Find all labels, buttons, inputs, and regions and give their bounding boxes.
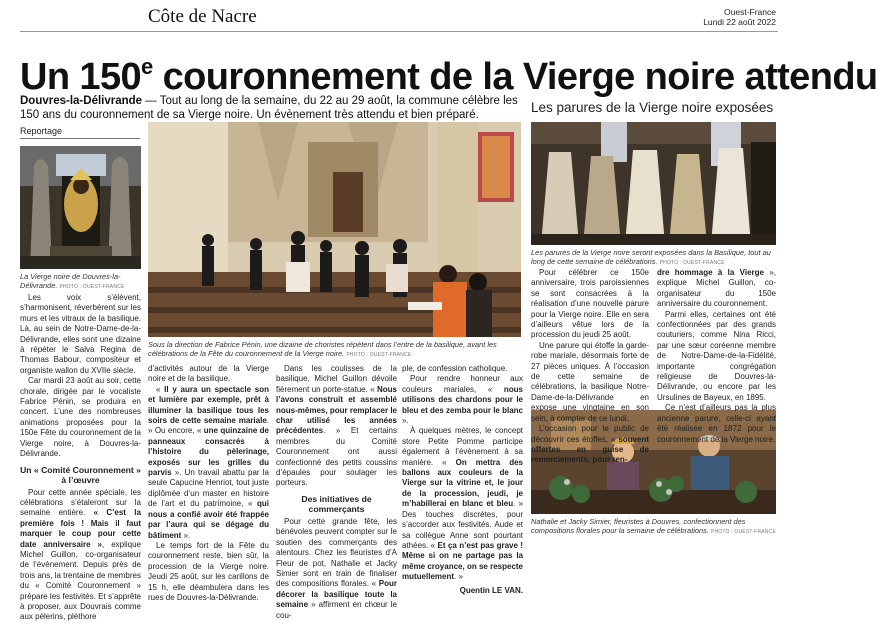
col3-paragraph-2	[276, 517, 397, 621]
col2-p2-mid-2: ». Un travail abattu par la seule Capucine Henriot, tout juste diplômée d’un master en histoire de l’art et du patrimoine, «	[148, 468, 269, 509]
lead-place: Douvres-la-Délivrande	[20, 95, 143, 107]
col4-paragraph-1: ple, de confession catholique.	[402, 364, 508, 373]
header-rule	[20, 31, 778, 32]
author-signature: Quentin LE VAN.	[459, 585, 523, 595]
col5-paragraph-3	[531, 424, 649, 466]
vestments-caption	[531, 248, 776, 268]
col1-p3-rest: , explique Michel Guillon, co-organisateur de l’évènement. Depuis près de trois ans, la trentaine de membres du « Comité Couronnement » prépare les festivités. Et s’apprête à proposer, aux Douvrais comme aux pèlerins, pléthore	[20, 539, 142, 622]
col2-p2-open: «	[156, 384, 165, 394]
col2-p2-quote-2: une quinzaine de panneaux consacrés à l’histoire du pèlerinage, exposés sur les grilles du parvis	[148, 426, 269, 478]
article-column-2	[148, 364, 269, 603]
col1-paragraph-3	[20, 488, 141, 623]
article-column-3	[276, 364, 397, 621]
choir-photo	[148, 122, 521, 337]
headline	[20, 46, 878, 98]
lead-text: — Tout au long de la semaine, du 22 au 29 août, la commune célèbre les 150 ans du couronnement de sa Vierge noire. Un évènement très attendu et bien préparé.	[20, 95, 518, 121]
col4-p3-mid: . » Des touches discrètes, pour s’accorder aux festivités. Aude et sa collègue Anne sont pourtant athées. «	[402, 499, 523, 550]
col4-paragraph-2	[402, 374, 523, 426]
headline-pre: Un 150	[20, 56, 142, 98]
col1-subheading: Un « Comité Couronnement » à l’œuvre	[20, 464, 141, 485]
col3-p2-rest: » affirment en chœur le cou-	[276, 600, 397, 620]
choir-caption-text: Sous la direction de Fabrice Pénin, une dizaine de choristes répètent dans l’entre de la basilique, avant les célébrations de la Fête du couronnement de la Vierge noire.	[148, 340, 497, 358]
col5-p3-quote: souvent offertes en guise de remerciements, pour ren-	[531, 434, 649, 465]
col1-p3-text: Pour cette année spéciale, les célébrations s’étaleront sur la semaine entière.	[20, 487, 141, 518]
col4-paragraph-3	[402, 426, 523, 582]
col5-paragraph-2: Une parure qui étoffe la garde-robe mariale, désormais forte de 27 pièces uniques. À l’occasion de cette semaine de célébrations, la basilique Notre-Dame-de-la-Délivrande en expose une vingtaine en son sein, à compter de ce lundi.	[531, 340, 649, 423]
vestments-caption-text: Les parures de la Vierge noire seront exposées dans la Basilique, tout au long de cette semaine de célébrations.	[531, 248, 771, 266]
sidebar-title: Les parures de la Vierge noire exposées	[531, 100, 774, 115]
col3-p2-text: Pour cette grande fête, les bénévoles peuvent compter sur le soutien des commerçants des alentours. Chez les fleuristes d’A Fleur de pot, Nathalie et Jacky Simier sont en train de finaliser des compositions florales. «	[276, 516, 397, 589]
col6-p1-quote: dre hommage à la Vierge	[657, 268, 764, 277]
col6-paragraph-3: Ce n’est d’ailleurs pas la plus ancienne parure, celle-ci ayant été réalisée en 1872 pour le couronnement de la Vierge noire.	[657, 403, 776, 444]
vestments-photo	[531, 122, 776, 245]
article-column-4	[402, 364, 523, 596]
col1-paragraph-1: Les voix s’élèvent, s’harmonisent, réverbèrent sur les murs et les vitraux de la basilique. Là, au sein de Notre-Dame-de-la-Délivrande, elles sont une dizaine à répéter le Salva Regina de Thomas Babour, compositeur et organiste wallon du XVIIe siècle.	[20, 293, 141, 375]
col4-p2-text: Pour rendre honneur aux couleurs mariales, «	[402, 374, 523, 394]
col3-p1-rest: . » Et certains membres du Comité Couronnement ont aussi confectionné des petits coussins d’épaules pour soulager les porteurs.	[276, 426, 397, 488]
headline-post: couronnement de la Vierge noire attendu	[152, 56, 878, 98]
headline-sup: e	[141, 54, 153, 79]
col1-p3-quote: « C’est la première fois ! Mais il faut marquer le coup pour cette date anniversaire »	[20, 508, 141, 549]
col2-p2-quote-1: Il y aura un spectacle son et lumière par exemple, prêt à illuminer la basilique tous les soirs de cette semaine mariale	[148, 384, 270, 426]
vestments-credit: PHOTO : OUEST-FRANCE	[659, 260, 725, 266]
col3-paragraph-1	[276, 364, 397, 489]
florists-caption	[531, 517, 776, 537]
col4-p3-quote-1: On mettra des ballons aux couleurs de la Vierge sur la vitrine et, le jour de la procession, jeudi, je m’habillerai en blanc et bleu	[402, 457, 523, 509]
statue-credit: PHOTO : OUEST-FRANCE	[59, 284, 125, 290]
section-tag: Reportage	[20, 126, 140, 139]
florists-credit: PHOTO : OUEST-FRANCE	[710, 529, 776, 535]
col3-p1-quote: Nous l’avons construit et assemblé nous-mêmes, pour remplacer le char utilisé les années précédentes	[276, 384, 397, 436]
col6-paragraph-1	[657, 268, 776, 310]
statue-caption-text: La Vierge noire de Douvres-la-Délivrande.	[20, 272, 121, 290]
col2-paragraph-3: Le temps fort de la Fête du couronnement reste, bien sûr, la procession de la Vierge noire. Jeudi 25 août, sur les carillons de 15 h, elle déambulera dans les rues de Douvres-la-Délivrande.	[148, 540, 269, 602]
col3-p2-quote: Pour décorer la basilique toute la semaine	[276, 579, 397, 610]
article-column-5	[531, 268, 649, 466]
choir-caption	[148, 340, 521, 360]
col6-paragraph-2: Parmi elles, certaines ont été confectionnées par des grands couturiers, comme Nina Ricci, par une sœur coréenne membre de Notre-Dame-de-la-Fidélité, importante congrégation religieuse de Douvres-la-Délivrande, ou encore par les Ursulines de Bayeux, en 1895.	[657, 309, 776, 402]
statue-photo	[20, 146, 141, 269]
col4-p3-quote-2: Et ça n’est pas grave ! Même si on ne partage pas la même croyance, on se respecte mutuellement	[402, 540, 523, 582]
col6-p1-rest: », explique Michel Guillon, co-organisateur du 150e anniversaire du couronnement.	[657, 268, 776, 309]
col1-paragraph-2: Car mardi 23 août au soir, cette chorale, dirigée par le vocaliste Fabrice Pénin, se produira en concert. L’une des nombreuses animations proposées pour la 150e Fête du couronnement de la Vierge noire, à Douvres-la-Délivrande.	[20, 376, 141, 459]
choir-credit: PHOTO : OUEST-FRANCE	[346, 352, 412, 358]
statue-caption	[20, 272, 141, 292]
col3-subheading: Des initiatives de commerçants	[301, 493, 372, 514]
col4-p2-quote: nous utilisons des chardons pour le bleu et des zemba pour le blanc	[402, 384, 523, 415]
article-column-1	[20, 293, 141, 623]
col2-paragraph-1: d’activités autour de la Vierge noire et de la basilique.	[148, 364, 269, 384]
florists-caption-text: Nathalie et Jacky Simier, fleuristes à Douvres, confectionnent des compositions florales pour la semaine de célébrations.	[531, 517, 746, 535]
col2-p2-quote-3: qui nous a confié avoir été frappée par l’aura qui se dégage du bâtiment	[148, 499, 269, 540]
col5-p3-text: L’occasion pour le public de découvrir ces étoffes, «	[531, 424, 649, 444]
col4-p3-text: À quelques mètres, le concept store Petite Pomme participe également à l’évènement à sa manière. «	[402, 426, 523, 467]
col4-p2-close: ».	[402, 416, 409, 426]
col3-p1-text: Dans les coulisses de la basilique, Michel Guillon dévoile fièrement un porte-statue. «	[276, 364, 397, 394]
section-rubric: Côte de Nacre	[148, 6, 257, 27]
col2-p2-close: ».	[181, 530, 191, 540]
lead-paragraph	[20, 94, 520, 122]
col5-paragraph-1: Pour célébrer ce 150e anniversaire, trois paroissiennes se sont consacrées à la réalisation d’une nouvelle parure pour la Vierge noire. Elle en sera d’ailleurs vêtue lors de la procession du jeudi 25 août.	[531, 268, 649, 340]
paper-name: Ouest-France	[724, 7, 776, 17]
col2-p2-mid: . » Ou encore, «	[148, 416, 269, 436]
issue-date: Lundi 22 août 2022	[703, 17, 776, 27]
col2-paragraph-2	[148, 385, 269, 541]
article-column-6	[657, 268, 776, 445]
masthead	[703, 7, 776, 27]
col4-p3-close: . »	[454, 572, 463, 582]
